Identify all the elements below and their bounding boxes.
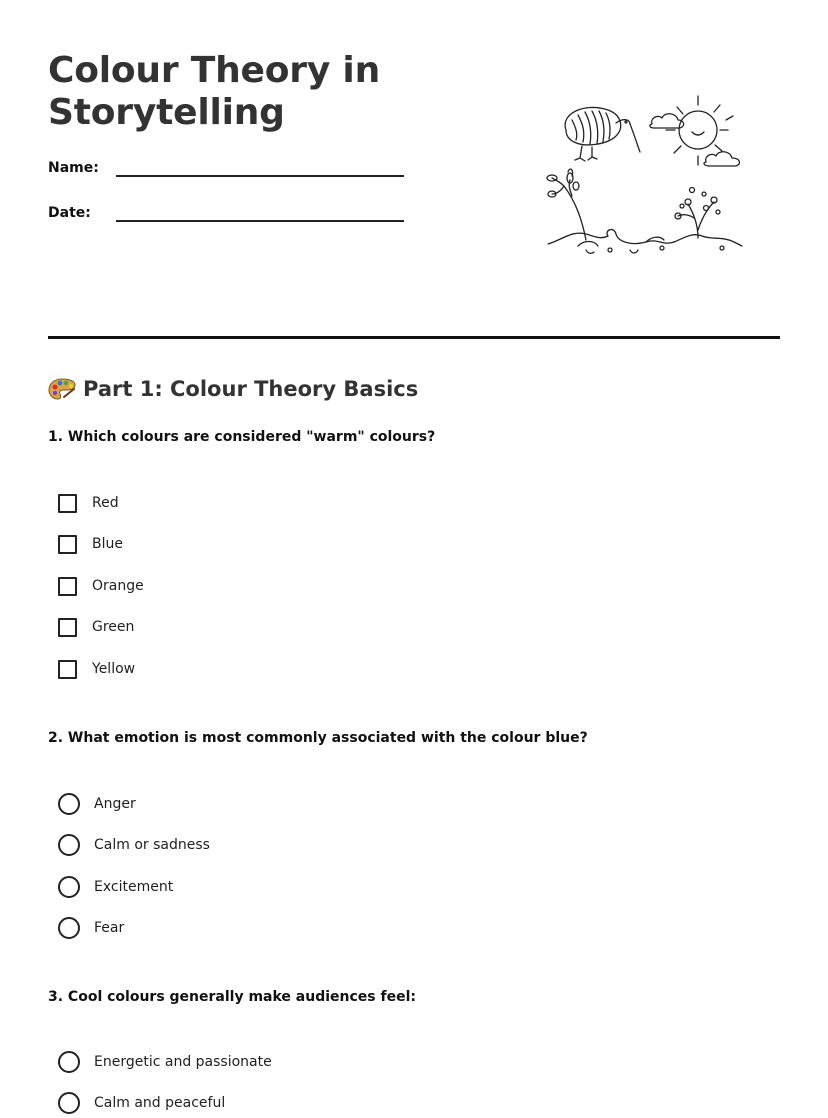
checkbox[interactable] <box>58 577 77 596</box>
waves-icon <box>548 230 742 254</box>
section-divider <box>48 336 780 339</box>
q2-option-anger[interactable] <box>58 792 136 816</box>
worksheet-title: Colour Theory in Storytelling <box>48 50 380 133</box>
radio-button[interactable] <box>58 917 80 939</box>
checkbox[interactable] <box>58 494 77 513</box>
date-label: Date: <box>48 205 91 221</box>
checkbox[interactable] <box>58 535 77 554</box>
checkbox[interactable] <box>58 618 77 637</box>
option-label: Fear <box>94 920 125 936</box>
question-2: 2. What emotion is most commonly associated with the colour blue? <box>48 730 588 746</box>
q2-option-fear[interactable] <box>58 916 124 940</box>
q1-option-yellow[interactable] <box>58 657 135 681</box>
option-label: Green <box>92 619 135 635</box>
q3-option-energetic[interactable] <box>58 1050 272 1074</box>
option-label: Calm and peaceful <box>94 1095 226 1111</box>
name-input-line[interactable] <box>116 175 404 177</box>
q1-option-green[interactable] <box>58 615 134 639</box>
option-label: Excitement <box>94 879 174 895</box>
radio-button[interactable] <box>58 834 80 856</box>
date-input-line[interactable] <box>116 220 404 222</box>
option-label: Energetic and passionate <box>94 1054 272 1070</box>
option-label: Blue <box>92 536 123 552</box>
radio-button[interactable] <box>58 1051 80 1073</box>
name-field-row <box>48 158 408 182</box>
option-label: Red <box>92 495 119 511</box>
q1-option-orange[interactable] <box>58 574 144 598</box>
q3-option-calm[interactable] <box>58 1091 225 1115</box>
section-heading-text: Part 1: Colour Theory Basics <box>83 377 419 401</box>
q1-option-blue[interactable] <box>58 532 123 556</box>
checkbox[interactable] <box>58 660 77 679</box>
option-label: Yellow <box>92 661 136 677</box>
artist-palette-icon <box>48 377 76 401</box>
radio-button[interactable] <box>58 793 80 815</box>
option-label: Orange <box>92 578 144 594</box>
option-label: Calm or sadness <box>94 837 210 853</box>
kiwi-bird-icon <box>565 107 640 161</box>
radio-button[interactable] <box>58 1092 80 1114</box>
flower-plant-icon <box>675 188 720 239</box>
option-label: Anger <box>94 796 136 812</box>
radio-button[interactable] <box>58 876 80 898</box>
date-field-row <box>48 203 408 227</box>
name-label: Name: <box>48 160 99 176</box>
section-heading <box>48 374 418 404</box>
question-1: 1. Which colours are considered "warm" colours? <box>48 429 436 445</box>
sun-icon <box>666 96 733 165</box>
plant-icon <box>547 169 586 240</box>
q1-option-red[interactable] <box>58 491 119 515</box>
question-3: 3. Cool colours generally make audiences feel: <box>48 989 416 1005</box>
q2-option-excitement[interactable] <box>58 875 173 899</box>
worksheet-page <box>48 0 780 1118</box>
q2-option-calm-or-sadness[interactable] <box>58 833 210 857</box>
kiwi-landscape-illustration <box>542 90 748 260</box>
cloud-icon <box>650 114 740 166</box>
